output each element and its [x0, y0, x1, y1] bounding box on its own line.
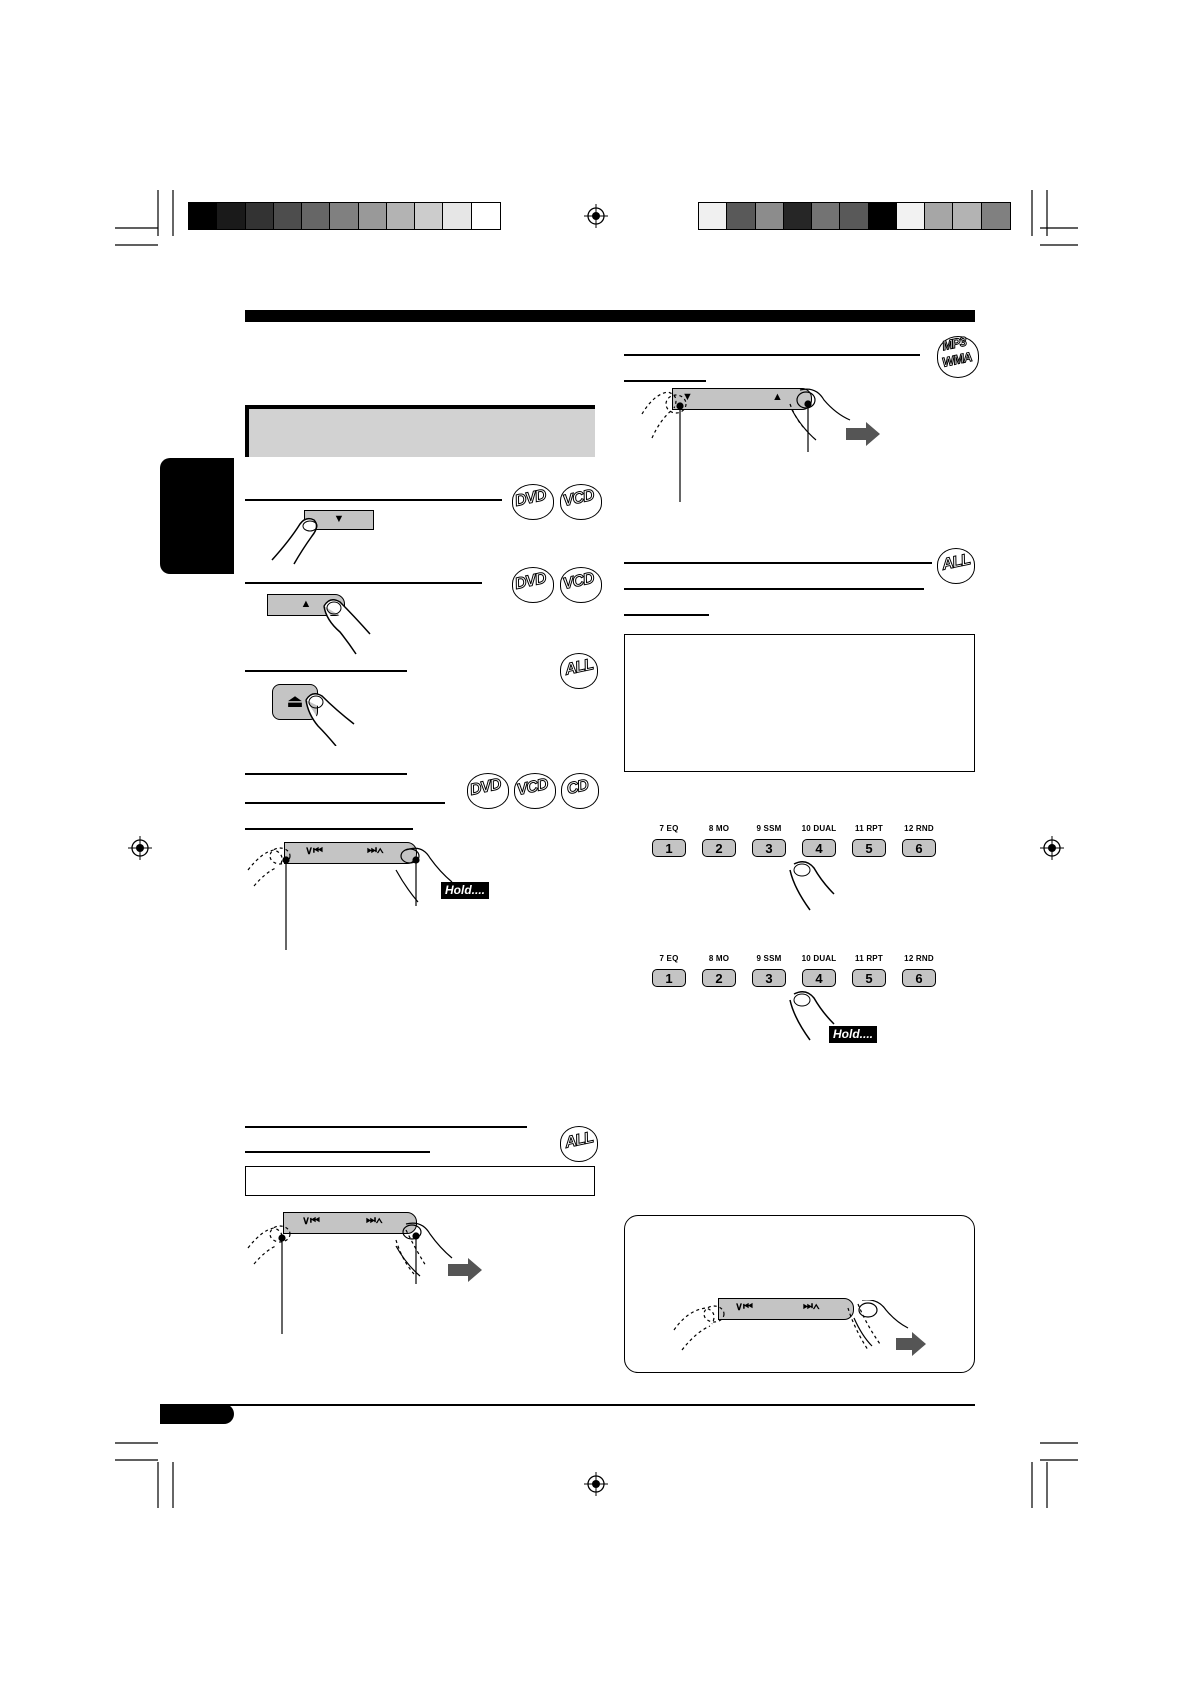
preset-key[interactable]	[751, 824, 787, 857]
rule-right-1	[624, 354, 920, 356]
rule-left-7	[245, 1126, 527, 1128]
finger-slide-icon-1	[246, 1220, 486, 1336]
registration-target-right	[1040, 836, 1064, 860]
finger-press-icon-1	[270, 510, 340, 566]
hold-label-1: Hold....	[441, 882, 489, 899]
next-icon-1[interactable]: ⏭∧	[367, 844, 384, 856]
preset-keys-row-2	[651, 954, 937, 987]
badge-cd-3-text: CD	[565, 777, 590, 799]
finger-press-icon-4	[786, 860, 842, 912]
preset-key-button[interactable]: 1	[652, 839, 686, 857]
registration-target-top	[584, 204, 608, 228]
up-arrow-icon: ▲	[300, 598, 312, 610]
preset-key-label: 10 DUAL	[801, 954, 837, 963]
prev-icon-2[interactable]: ∨⏮	[302, 1215, 320, 1227]
finger-slide-icon-3	[672, 1300, 932, 1360]
preset-key-label: 8 MO	[708, 824, 730, 833]
preset-key-label: 8 MO	[708, 954, 730, 963]
preset-key-button[interactable]: 6	[902, 839, 936, 857]
badge-dvd-3-text: DVD	[468, 775, 503, 800]
rule-left-1	[245, 499, 502, 501]
registration-target-bottom	[584, 1472, 608, 1496]
next-icon-2[interactable]: ⏭∧	[366, 1214, 383, 1226]
finger-press-icon-3	[302, 690, 362, 746]
next-icon-3[interactable]: ⏭∧	[803, 1300, 820, 1312]
preset-key-label: 12 RND	[904, 824, 934, 833]
preset-key-button[interactable]: 3	[752, 969, 786, 987]
rule-left-3	[245, 670, 407, 672]
badge-all-3-text: ALL	[940, 551, 972, 574]
rule-right-5	[624, 614, 709, 616]
preset-key-button[interactable]: 5	[852, 969, 886, 987]
footer-rule	[160, 1404, 975, 1406]
section-heading-box	[245, 405, 595, 457]
preset-key[interactable]	[651, 954, 687, 987]
prev-icon-3[interactable]: ∨⏮	[735, 1301, 753, 1313]
rule-right-2	[624, 380, 706, 382]
badge-dvd-2-text: DVD	[513, 569, 548, 594]
rule-left-5	[245, 802, 445, 804]
preset-key[interactable]	[851, 954, 887, 987]
eject-icon: ⏏	[286, 691, 304, 711]
preset-key-label: 7 EQ	[659, 954, 679, 963]
registration-target-left	[128, 836, 152, 860]
badge-all-1-text: ALL	[563, 656, 595, 679]
preset-key-button[interactable]: 6	[902, 969, 936, 987]
preset-key[interactable]	[851, 824, 887, 857]
preset-key-label: 7 EQ	[659, 824, 679, 833]
hold-label-2: Hold....	[829, 1026, 877, 1043]
preset-key-button[interactable]: 3	[752, 839, 786, 857]
preset-key[interactable]	[801, 824, 837, 857]
preset-key-label: 10 DUAL	[801, 824, 837, 833]
preset-key-label: 9 SSM	[756, 824, 782, 833]
rule-left-2	[245, 582, 482, 584]
rule-right-3	[624, 562, 932, 564]
finger-slide-icon-2	[640, 384, 880, 504]
note-box-left	[245, 1166, 595, 1196]
preset-key[interactable]	[701, 954, 737, 987]
rule-right-4	[624, 588, 924, 590]
preset-key-label: 11 RPT	[855, 954, 883, 963]
badge-mp3-text: MP3	[940, 333, 968, 354]
preset-key-label: 12 RND	[904, 954, 934, 963]
preset-key-button[interactable]: 4	[802, 969, 836, 987]
preset-key[interactable]	[801, 954, 837, 987]
badge-wma-text: WMA	[940, 349, 973, 370]
badge-dvd-1-text: DVD	[513, 486, 548, 511]
folder-down-icon[interactable]: ▼	[682, 391, 693, 403]
finger-hold-icon-1	[246, 842, 466, 952]
folder-up-icon[interactable]: ▲	[772, 391, 783, 403]
preset-key[interactable]	[701, 824, 737, 857]
info-box-right	[624, 634, 975, 772]
badge-vcd-2-text: VCD	[561, 569, 596, 594]
preset-key-label: 11 RPT	[855, 824, 883, 833]
rule-left-8	[245, 1151, 430, 1153]
preset-key-button[interactable]: 1	[652, 969, 686, 987]
finger-press-icon-2	[320, 596, 380, 656]
preset-key[interactable]	[651, 824, 687, 857]
badge-all-2-text: ALL	[563, 1129, 595, 1152]
page-number-tab	[160, 1404, 234, 1424]
badge-vcd-3-text: VCD	[515, 775, 550, 800]
rule-left-4	[245, 773, 407, 775]
preset-key-label: 9 SSM	[756, 954, 782, 963]
preset-key[interactable]	[901, 954, 937, 987]
header-bar	[245, 310, 975, 322]
preset-key-button[interactable]: 2	[702, 969, 736, 987]
language-tab	[160, 458, 234, 574]
preset-key-button[interactable]: 5	[852, 839, 886, 857]
prev-icon-1[interactable]: ∨⏮	[305, 845, 323, 857]
preset-key[interactable]	[751, 954, 787, 987]
badge-vcd-1-text: VCD	[561, 486, 596, 511]
rule-left-6	[245, 828, 413, 830]
preset-key[interactable]	[901, 824, 937, 857]
preset-key-button[interactable]: 2	[702, 839, 736, 857]
preset-key-button[interactable]: 4	[802, 839, 836, 857]
down-arrow-icon: ▼	[333, 513, 345, 525]
preset-keys-row-1	[651, 824, 937, 857]
